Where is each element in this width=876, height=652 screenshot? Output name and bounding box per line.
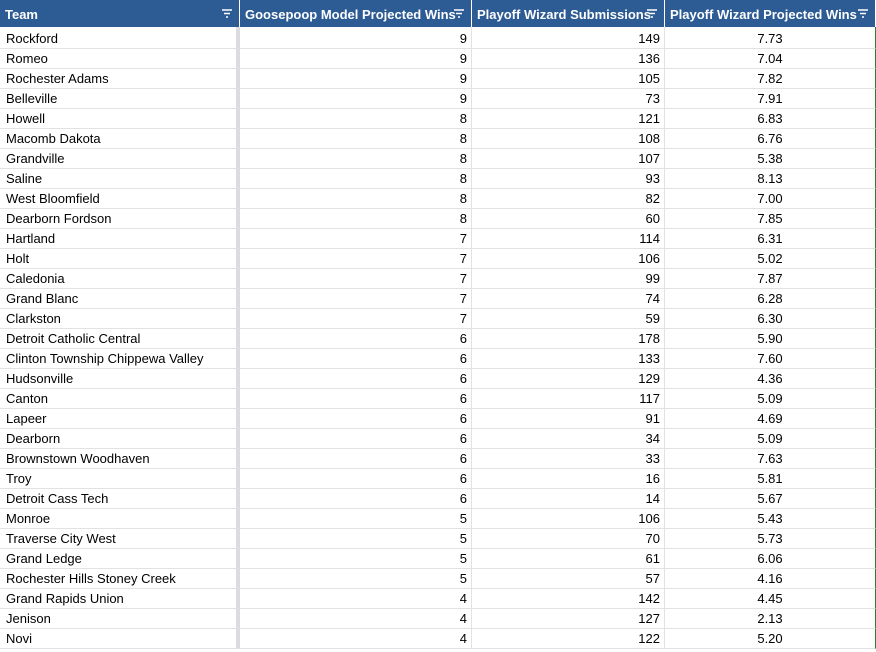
cell-team[interactable]: Canton — [0, 389, 240, 409]
cell-wizard-wins[interactable]: 4.36 — [665, 369, 876, 389]
cell-wizard-submissions[interactable]: 127 — [472, 609, 665, 629]
cell-goosepoop-wins[interactable]: 4 — [240, 609, 472, 629]
cell-team[interactable]: Traverse City West — [0, 529, 240, 549]
cell-team[interactable]: Lapeer — [0, 409, 240, 429]
cell-wizard-submissions[interactable]: 16 — [472, 469, 665, 489]
filter-icon[interactable] — [857, 8, 869, 19]
cell-goosepoop-wins[interactable]: 5 — [240, 529, 472, 549]
header-goosepoop-wins[interactable] — [240, 0, 472, 27]
cell-wizard-wins[interactable]: 6.76 — [665, 129, 876, 149]
table-row — [0, 529, 876, 549]
cell-goosepoop-wins[interactable]: 7 — [240, 229, 472, 249]
cell-goosepoop-wins[interactable]: 6 — [240, 369, 472, 389]
cell-team[interactable]: Belleville — [0, 89, 240, 109]
cell-team[interactable]: Novi — [0, 629, 240, 649]
cell-wizard-submissions[interactable]: 107 — [472, 149, 665, 169]
cell-wizard-wins[interactable]: 5.20 — [665, 629, 876, 649]
cell-wizard-wins[interactable]: 7.87 — [665, 269, 876, 289]
filter-icon[interactable] — [646, 8, 658, 19]
header-label: Team — [5, 6, 38, 22]
cell-wizard-submissions[interactable]: 142 — [472, 589, 665, 609]
cell-goosepoop-wins[interactable]: 8 — [240, 149, 472, 169]
header-wizard-submissions[interactable] — [472, 0, 665, 27]
cell-team[interactable]: Hudsonville — [0, 369, 240, 389]
table-row — [0, 409, 876, 429]
cell-goosepoop-wins[interactable]: 7 — [240, 289, 472, 309]
cell-team[interactable]: Grand Blanc — [0, 289, 240, 309]
cell-goosepoop-wins[interactable]: 9 — [240, 27, 472, 49]
cell-wizard-submissions[interactable]: 74 — [472, 289, 665, 309]
cell-wizard-submissions[interactable]: 106 — [472, 509, 665, 529]
cell-wizard-submissions[interactable]: 121 — [472, 109, 665, 129]
cell-team[interactable]: Romeo — [0, 49, 240, 69]
cell-wizard-wins[interactable]: 7.91 — [665, 89, 876, 109]
cell-goosepoop-wins[interactable]: 5 — [240, 509, 472, 529]
cell-goosepoop-wins[interactable]: 4 — [240, 589, 472, 609]
cell-wizard-submissions[interactable]: 178 — [472, 329, 665, 349]
cell-wizard-wins[interactable]: 6.31 — [665, 229, 876, 249]
cell-goosepoop-wins[interactable]: 5 — [240, 549, 472, 569]
cell-wizard-submissions[interactable]: 93 — [472, 169, 665, 189]
cell-wizard-wins[interactable]: 5.67 — [665, 489, 876, 509]
table-row — [0, 169, 876, 189]
table-row — [0, 589, 876, 609]
cell-goosepoop-wins[interactable]: 6 — [240, 349, 472, 369]
cell-team[interactable]: Detroit Cass Tech — [0, 489, 240, 509]
table-header — [0, 0, 876, 27]
cell-team[interactable]: Rockford — [0, 27, 240, 49]
header-label: Playoff Wizard Submissions — [477, 6, 651, 22]
cell-wizard-submissions[interactable]: 70 — [472, 529, 665, 549]
cell-wizard-wins[interactable]: 5.81 — [665, 469, 876, 489]
cell-goosepoop-wins[interactable]: 8 — [240, 129, 472, 149]
cell-team[interactable]: Rochester Hills Stoney Creek — [0, 569, 240, 589]
cell-wizard-submissions[interactable]: 122 — [472, 629, 665, 649]
cell-wizard-wins[interactable]: 5.90 — [665, 329, 876, 349]
cell-team[interactable]: Macomb Dakota — [0, 129, 240, 149]
cell-wizard-wins[interactable]: 7.82 — [665, 69, 876, 89]
cell-wizard-wins[interactable]: 7.85 — [665, 209, 876, 229]
cell-wizard-wins[interactable]: 5.43 — [665, 509, 876, 529]
cell-wizard-wins[interactable]: 7.04 — [665, 49, 876, 69]
cell-wizard-submissions[interactable]: 99 — [472, 269, 665, 289]
table-row — [0, 449, 876, 469]
cell-goosepoop-wins[interactable]: 5 — [240, 569, 472, 589]
cell-team[interactable]: Grand Rapids Union — [0, 589, 240, 609]
cell-goosepoop-wins[interactable]: 8 — [240, 169, 472, 189]
cell-team[interactable]: Dearborn — [0, 429, 240, 449]
table-row — [0, 189, 876, 209]
table-row — [0, 289, 876, 309]
cell-team[interactable]: West Bloomfield — [0, 189, 240, 209]
cell-wizard-submissions[interactable]: 133 — [472, 349, 665, 369]
cell-wizard-wins[interactable]: 2.13 — [665, 609, 876, 629]
cell-goosepoop-wins[interactable]: 8 — [240, 189, 472, 209]
header-row — [0, 0, 876, 27]
table-row — [0, 229, 876, 249]
cell-wizard-wins[interactable]: 6.28 — [665, 289, 876, 309]
cell-goosepoop-wins[interactable]: 7 — [240, 309, 472, 329]
cell-goosepoop-wins[interactable]: 8 — [240, 209, 472, 229]
cell-goosepoop-wins[interactable]: 9 — [240, 49, 472, 69]
table-row — [0, 249, 876, 269]
filter-icon[interactable] — [221, 8, 233, 19]
table-row — [0, 209, 876, 229]
cell-wizard-submissions[interactable]: 129 — [472, 369, 665, 389]
cell-goosepoop-wins[interactable]: 7 — [240, 249, 472, 269]
table-row — [0, 269, 876, 289]
table-row — [0, 27, 876, 49]
table-body — [0, 27, 876, 649]
cell-wizard-wins[interactable]: 5.38 — [665, 149, 876, 169]
cell-team[interactable]: Grand Ledge — [0, 549, 240, 569]
header-label: Goosepoop Model Projected Wins — [245, 6, 456, 22]
cell-wizard-wins[interactable]: 7.63 — [665, 449, 876, 469]
cell-wizard-submissions[interactable]: 108 — [472, 129, 665, 149]
table-row — [0, 469, 876, 489]
cell-wizard-wins[interactable]: 6.06 — [665, 549, 876, 569]
cell-wizard-wins[interactable]: 7.60 — [665, 349, 876, 369]
table-row — [0, 369, 876, 389]
table-row — [0, 569, 876, 589]
table-row — [0, 329, 876, 349]
cell-wizard-submissions[interactable]: 82 — [472, 189, 665, 209]
cell-wizard-wins[interactable]: 8.13 — [665, 169, 876, 189]
table-row — [0, 389, 876, 409]
cell-goosepoop-wins[interactable]: 6 — [240, 389, 472, 409]
cell-team[interactable]: Caledonia — [0, 269, 240, 289]
cell-team[interactable]: Howell — [0, 109, 240, 129]
cell-team[interactable]: Hartland — [0, 229, 240, 249]
cell-goosepoop-wins[interactable]: 7 — [240, 269, 472, 289]
cell-goosepoop-wins[interactable]: 9 — [240, 69, 472, 89]
cell-team[interactable]: Rochester Adams — [0, 69, 240, 89]
cell-wizard-submissions[interactable]: 105 — [472, 69, 665, 89]
cell-goosepoop-wins[interactable]: 9 — [240, 89, 472, 109]
cell-team[interactable]: Grandville — [0, 149, 240, 169]
cell-team[interactable]: Jenison — [0, 609, 240, 629]
table-row — [0, 489, 876, 509]
cell-wizard-submissions[interactable]: 60 — [472, 209, 665, 229]
cell-wizard-submissions[interactable]: 117 — [472, 389, 665, 409]
table-row — [0, 629, 876, 649]
cell-goosepoop-wins[interactable]: 4 — [240, 629, 472, 649]
cell-team[interactable]: Clarkston — [0, 309, 240, 329]
filter-icon[interactable] — [453, 8, 465, 19]
cell-wizard-wins[interactable]: 5.09 — [665, 389, 876, 409]
cell-goosepoop-wins[interactable]: 6 — [240, 329, 472, 349]
cell-wizard-submissions[interactable]: 61 — [472, 549, 665, 569]
cell-team[interactable]: Clinton Township Chippewa Valley — [0, 349, 240, 369]
cell-wizard-submissions[interactable]: 106 — [472, 249, 665, 269]
cell-wizard-wins[interactable]: 6.30 — [665, 309, 876, 329]
cell-wizard-wins[interactable]: 6.83 — [665, 109, 876, 129]
cell-wizard-wins[interactable]: 7.00 — [665, 189, 876, 209]
table-row — [0, 129, 876, 149]
cell-wizard-wins[interactable]: 7.73 — [665, 27, 876, 49]
cell-team[interactable]: Brownstown Woodhaven — [0, 449, 240, 469]
cell-wizard-submissions[interactable]: 91 — [472, 409, 665, 429]
cell-wizard-submissions[interactable]: 57 — [472, 569, 665, 589]
table-row — [0, 349, 876, 369]
cell-wizard-submissions[interactable]: 33 — [472, 449, 665, 469]
cell-goosepoop-wins[interactable]: 6 — [240, 469, 472, 489]
header-team[interactable] — [0, 0, 240, 27]
table-row — [0, 49, 876, 69]
table-row — [0, 309, 876, 329]
cell-wizard-submissions[interactable]: 73 — [472, 89, 665, 109]
header-wizard-wins[interactable] — [665, 0, 876, 27]
cell-team[interactable]: Holt — [0, 249, 240, 269]
cell-wizard-wins[interactable]: 5.09 — [665, 429, 876, 449]
cell-goosepoop-wins[interactable]: 6 — [240, 409, 472, 429]
cell-wizard-wins[interactable]: 4.69 — [665, 409, 876, 429]
cell-wizard-wins[interactable]: 4.45 — [665, 589, 876, 609]
cell-goosepoop-wins[interactable]: 8 — [240, 109, 472, 129]
table-row — [0, 109, 876, 129]
cell-goosepoop-wins[interactable]: 6 — [240, 489, 472, 509]
cell-wizard-submissions[interactable]: 149 — [472, 27, 665, 49]
cell-wizard-submissions[interactable]: 136 — [472, 49, 665, 69]
cell-team[interactable]: Troy — [0, 469, 240, 489]
cell-wizard-submissions[interactable]: 14 — [472, 489, 665, 509]
table-row — [0, 89, 876, 109]
cell-wizard-wins[interactable]: 4.16 — [665, 569, 876, 589]
cell-team[interactable]: Monroe — [0, 509, 240, 529]
table-row — [0, 609, 876, 629]
cell-wizard-submissions[interactable]: 34 — [472, 429, 665, 449]
table-row — [0, 429, 876, 449]
cell-team[interactable]: Detroit Catholic Central — [0, 329, 240, 349]
cell-wizard-submissions[interactable]: 59 — [472, 309, 665, 329]
header-label: Playoff Wizard Projected Wins — [670, 6, 857, 22]
cell-team[interactable]: Saline — [0, 169, 240, 189]
cell-goosepoop-wins[interactable]: 6 — [240, 429, 472, 449]
cell-wizard-wins[interactable]: 5.02 — [665, 249, 876, 269]
cell-wizard-submissions[interactable]: 114 — [472, 229, 665, 249]
table-row — [0, 149, 876, 169]
table-row — [0, 69, 876, 89]
table-row — [0, 549, 876, 569]
cell-team[interactable]: Dearborn Fordson — [0, 209, 240, 229]
cell-goosepoop-wins[interactable]: 6 — [240, 449, 472, 469]
cell-wizard-wins[interactable]: 5.73 — [665, 529, 876, 549]
table-row — [0, 509, 876, 529]
